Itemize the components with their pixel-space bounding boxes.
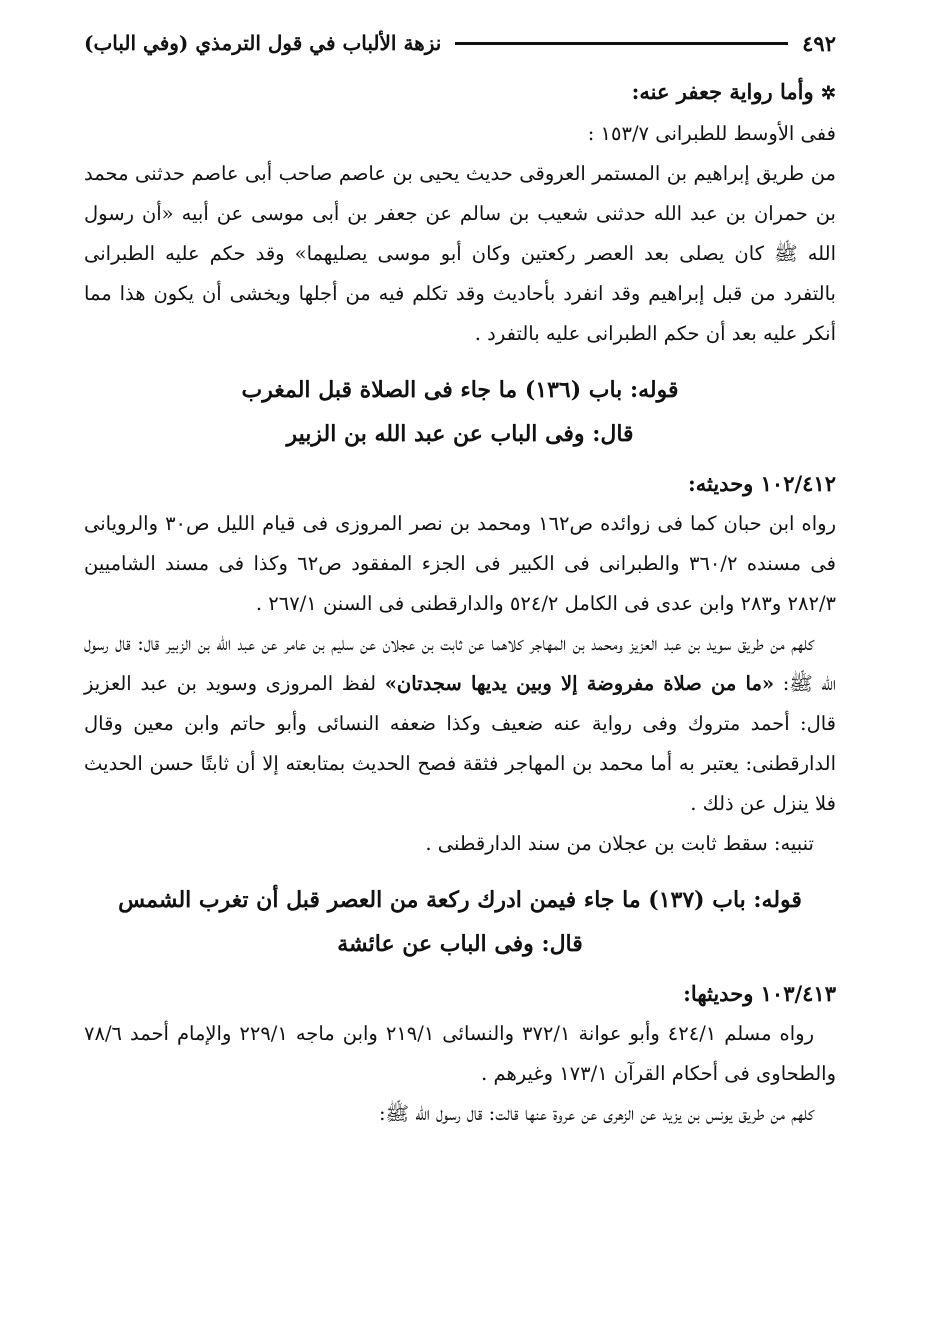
header-rule bbox=[455, 42, 788, 45]
hadith-413-para-2: كلهم من طريق يونس بن يزيد عن الزهرى عن عروة عنها قالت: قال رسول الله ﷺ: bbox=[378, 1102, 814, 1125]
jafar-source: ففى الأوسط للطبرانى ١٥٣/٧ : bbox=[587, 122, 836, 145]
hadith-413-heading: ١٠٣/٤١٣ وحديثها: bbox=[683, 981, 836, 1006]
hadith-412-heading: ١٠٢/٤١٢ وحديثه: bbox=[687, 471, 836, 496]
hadith-412-para-1: رواه ابن حبان كما فى زوائده ص١٦٢ ومحمد بن نصر المروزى فى قيام الليل ص٣٠ والرويانى فى مسنده ٣٦٠/٢ والطبرانى فى الكبير فى الجزء المفقود ص٦٢ وكذا فى مسند الشاميين ٢٨٢/٣ و٢٨٣ وابن عدى فى الكامل ٥٢٤/٢ والدارقطنى فى السنن ٢٦٧/١ . bbox=[84, 512, 837, 615]
bab137-title: قوله: باب (١٣٧) ما جاء فيمن ادرك ركعة من العصر قبل أن تغرب الشمس bbox=[118, 887, 802, 913]
bab136-title: قوله: باب (١٣٦) ما جاء فى الصلاة قبل المغرب bbox=[241, 377, 679, 403]
jafar-text: من طريق إبراهيم بن المستمر العروقى حديث يحيى بن عاصم صاحب أبى عاصم حدثنى محمد بن حمران بن عبد الله حدثنى شعيب بن سالم عن جعفر بن أبى موسى عن أبيه «أن رسول الله ﷺ كان يصلى بعد العصر ركعتين وكان أبو موسى يصليهما» وقد حكم عليه الطبرانى بالتفرد من قبل إبراهيم وقد انفرد بأحاديث وقد تكلم فيه من أجلها ويخشى أن يكون هذا مما أنكر عليه بعد أن حكم الطبرانى عليه بالتفرد . bbox=[84, 162, 836, 345]
hadith-412-para-2: كلهم من طريق سويد بن عبد العزيز ومحمد بن المهاجر كلاهما عن ثابت بن عجلان عن سليم بن عامر عن عبد الله بن الزبير قال: قال رسول الله ﷺ: «ما من صلاة مفروضة إلا وبين يديها سجدتان» لفظ المروزى وسويد بن عبد العزيز قال: أحمد متروك وفى رواية عنه ضعيف وكذا ضعفه النسائى وأبو حاتم وابن معين وقال الدارقطنى: يعتبر به أما محمد بن المهاجر فثقة فصح الحديث بمتابعته إلا أن ثابتًا حسن الحديث فلا ينزل عن ذلك . bbox=[84, 632, 836, 815]
bab137-subtitle: قال: وفى الباب عن عائشة bbox=[337, 931, 583, 957]
document-page bbox=[84, 22, 836, 1134]
bab136-subtitle: قال: وفى الباب عن عبد الله بن الزبير bbox=[286, 421, 634, 447]
page-header bbox=[84, 22, 836, 64]
jafar-heading: ✲ وأما رواية جعفر عنه: bbox=[631, 79, 836, 104]
asterisk-icon: ✲ bbox=[820, 83, 836, 104]
hadith-413-para-1: رواه مسلم ٤٢٤/١ وأبو عوانة ٣٧٢/١ والنسائى ٢١٩/١ وابن ماجه ٢٢٩/١ والإمام أحمد ٧٨/٦ والطحاوى فى أحكام القرآن ١٧٣/١ وغيرهم . bbox=[84, 1022, 836, 1085]
page-number: ٤٩٢ bbox=[802, 30, 836, 56]
hadith-412-quote: «ما من صلاة مفروضة إلا وبين يديها سجدتان» bbox=[384, 672, 775, 695]
running-title: نزهة الألباب في قول الترمذي (وفي الباب) bbox=[84, 31, 442, 55]
hadith-412-note: تنبيه: سقط ثابت بن عجلان من سند الدارقطنى . bbox=[425, 832, 814, 855]
